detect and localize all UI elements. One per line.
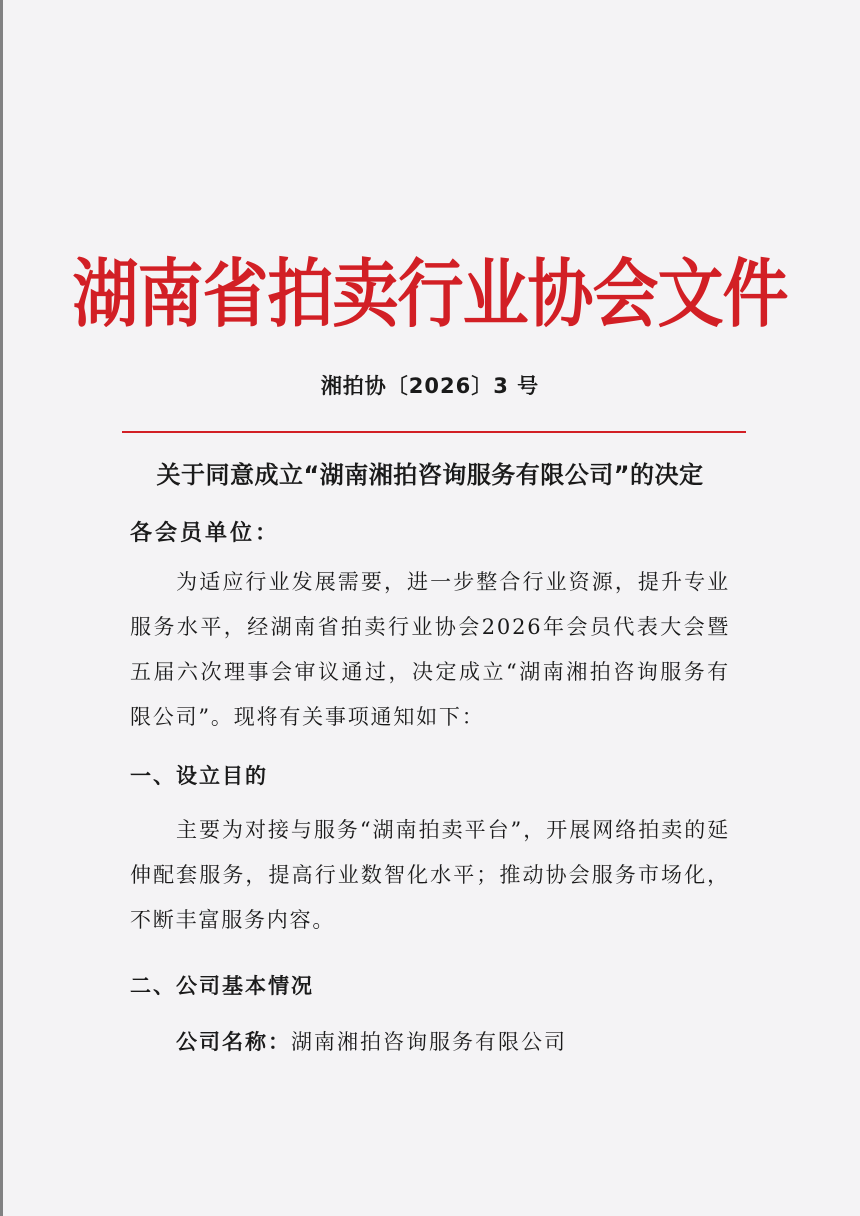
document-title: 关于同意成立“湖南湘拍咨询服务有限公司”的决定 [156, 461, 704, 489]
document-number: 湘拍协〔2026〕3 号 [320, 374, 540, 398]
section-2-heading: 二、公司基本情况 [130, 974, 314, 998]
scan-edge [0, 0, 3, 1216]
company-name-label: 公司名称： [176, 1030, 291, 1054]
section-1-heading: 一、设立目的 [130, 764, 268, 788]
masthead-title: 湖南省拍卖行业协会文件 [72, 251, 788, 338]
company-name-field [176, 1026, 567, 1056]
intro-paragraph: 为适应行业发展需要，进一步整合行业资源，提升专业服务水平，经湖南省拍卖行业协会2026年会员代表大会暨五届六次理事会审议通过，决定成立“湖南湘拍咨询服务有限公司”。现将有关事项通知如下： [130, 570, 730, 729]
company-name-value: 湖南湘拍咨询服务有限公司 [291, 1030, 567, 1054]
salutation: 各会员单位： [130, 521, 281, 546]
red-divider-line [122, 431, 746, 433]
section-1-body: 主要为对接与服务“湖南拍卖平台”，开展网络拍卖的延伸配套服务，提高行业数智化水平；推动协会服务市场化，不断丰富服务内容。 [130, 818, 730, 932]
